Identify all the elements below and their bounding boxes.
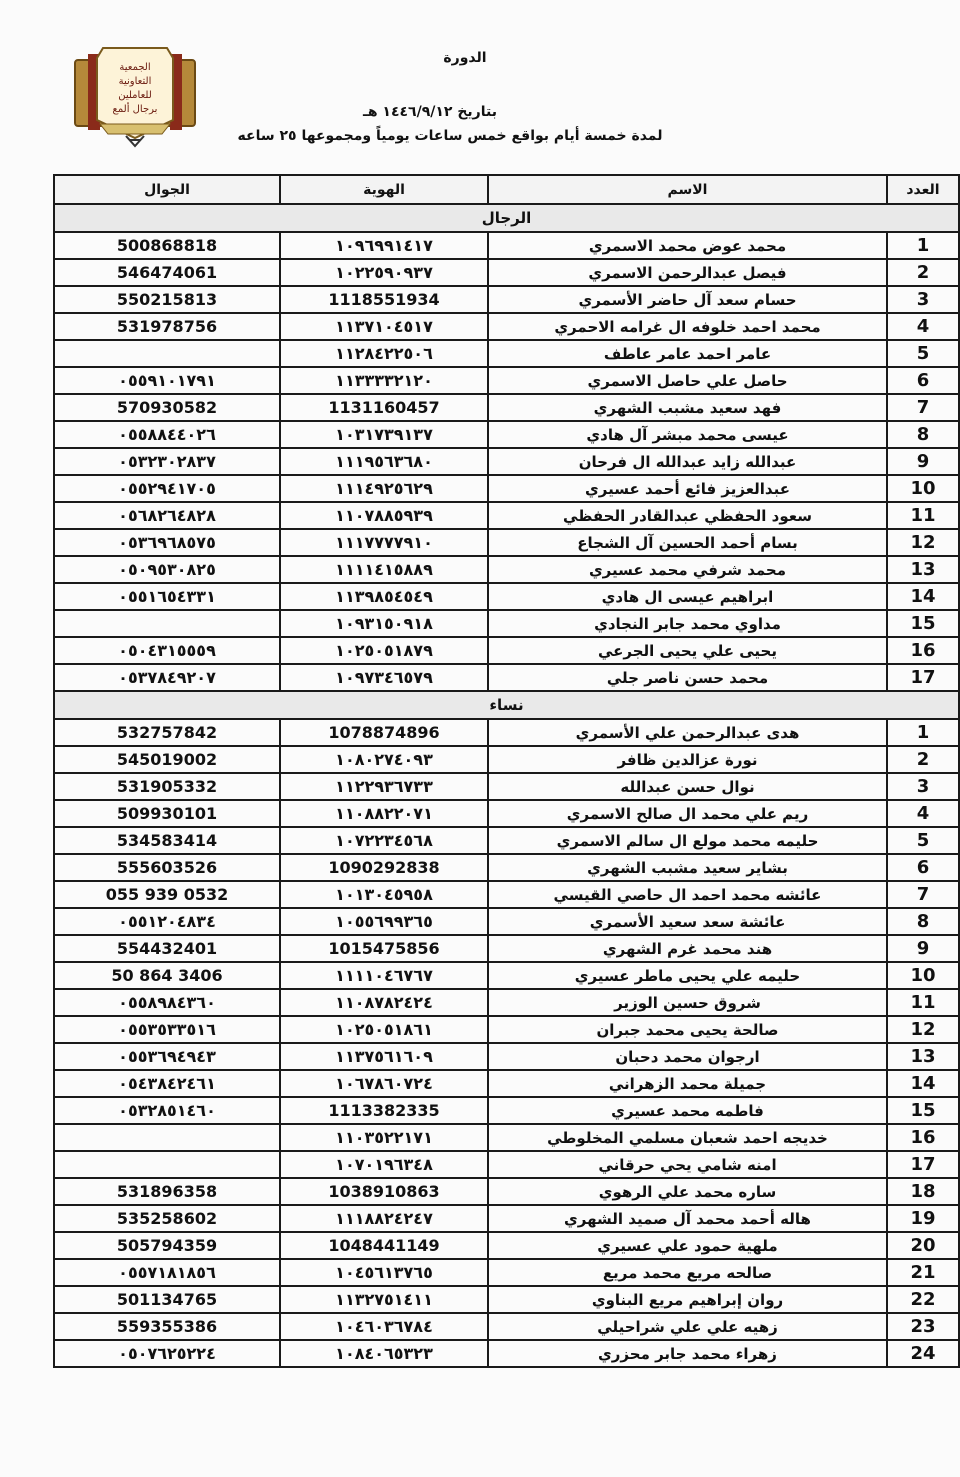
table-row [54,854,959,881]
cell-number: 3 [887,773,959,800]
table-row [54,1205,959,1232]
table-row [54,502,959,529]
cell-name: زهيه علي علي شراحيلي [488,1313,887,1340]
cell-mobile: 546474061 [54,259,280,286]
cell-number: 11 [887,502,959,529]
cell-mobile: 550215813 [54,286,280,313]
logo-line-3: للعاملين [118,90,152,101]
table-row [54,1097,959,1124]
cell-number: 1 [887,719,959,746]
cell-number: 24 [887,1340,959,1367]
table-row [54,962,959,989]
header-num: العدد [887,175,959,204]
cell-number: 19 [887,1205,959,1232]
cell-number: 23 [887,1313,959,1340]
table-row [54,989,959,1016]
cell-id-number: ١٠٨٠٢٧٤٠٩٣ [280,746,488,773]
cell-id-number: 1118551934 [280,286,488,313]
cell-id-number: ١٠٤٥٦١٣٧٦٥ [280,1259,488,1286]
logo-line-2: التعاونية [118,76,152,87]
table-row [54,556,959,583]
logo-line-4: برجال ألمع [112,104,158,115]
table-row [54,746,959,773]
cell-number: 5 [887,827,959,854]
cell-id-number: ١١١٤٩٢٥٦٢٩ [280,475,488,502]
cell-mobile: ٠٥٥٧١٨١٨٥٦ [54,1259,280,1286]
cell-number: 22 [887,1286,959,1313]
cell-name: ملهية حمود علي عسيري [488,1232,887,1259]
table-row [54,1232,959,1259]
cell-id-number: ١١٢٢٩٣٦٧٣٣ [280,773,488,800]
cell-mobile: ٠٥٣٦٩٦٨٥٧٥ [54,529,280,556]
cell-mobile [54,340,280,367]
cell-id-number: ١٠٤٦٠٣٦٧٨٤ [280,1313,488,1340]
cell-number: 10 [887,962,959,989]
cell-name: مداوي محمد جابر النجادي [488,610,887,637]
cell-mobile: 531978756 [54,313,280,340]
cell-name: ساره محمد علي الرهوي [488,1178,887,1205]
course-title: الدورة [443,50,487,66]
table-row [54,935,959,962]
cell-number: 16 [887,637,959,664]
cell-number: 11 [887,989,959,1016]
cell-mobile: 555603526 [54,854,280,881]
cell-name: بسام أحمد الحسين آل الشجاع [488,529,887,556]
cell-name: فاطمه محمد عسيري [488,1097,887,1124]
cell-id-number: ١١٠٣٥٢٢١٧١ [280,1124,488,1151]
cell-number: 21 [887,1259,959,1286]
cell-id-number: ١١١١٠٤٦٧٦٧ [280,962,488,989]
cell-id-number: ١٠٩٦٩٩١٤١٧ [280,232,488,259]
cell-name: امنه شامي يحي حرقاني [488,1151,887,1178]
cell-mobile: ٠٥٣٢٣٠٢٨٣٧ [54,448,280,475]
table-row [54,340,959,367]
cell-number: 6 [887,854,959,881]
association-logo [70,40,200,148]
cell-name: جميلة محمد الزهراني [488,1070,887,1097]
cell-id-number: ١١٢٨٤٢٢٥٠٦ [280,340,488,367]
table-row [54,637,959,664]
cell-name: عبدالعزيز فائع أحمد عسيري [488,475,887,502]
table-row [54,259,959,286]
section-title: نساء [54,691,959,719]
cell-name: ارجوان محمد دحبان [488,1043,887,1070]
cell-name: هاله أحمد محمد آل صميد الشهري [488,1205,887,1232]
cell-mobile: ٠٥٠٤٣١٥٥٥٩ [54,637,280,664]
cell-number: 17 [887,664,959,691]
cell-id-number: ١١٠٧٨٨٥٩٣٩ [280,502,488,529]
cell-mobile: ٠٥٥٨٩٨٤٣٦٠ [54,989,280,1016]
header-name: الاسم [488,175,887,204]
cell-id-number: 1113382335 [280,1097,488,1124]
cell-id-number: ١١١٩٥٦٣٦٨٠ [280,448,488,475]
cell-id-number: 1015475856 [280,935,488,962]
cell-number: 8 [887,421,959,448]
cell-mobile: 535258602 [54,1205,280,1232]
cell-name: محمد حسن ناصر جلي [488,664,887,691]
table-header-row [54,175,959,204]
cell-name: شروق حسين الوزير [488,989,887,1016]
cell-id-number: ١١٣٧١٠٤٥١٧ [280,313,488,340]
cell-name: حليمه محمد مولع ال سالم الاسمري [488,827,887,854]
table-row [54,448,959,475]
cell-mobile: 570930582 [54,394,280,421]
cell-id-number: 1090292838 [280,854,488,881]
section-header-row [54,691,959,719]
cell-number: 15 [887,610,959,637]
table-row [54,719,959,746]
table-row [54,529,959,556]
cell-name: صالحة يحيى محمد جبران [488,1016,887,1043]
cell-id-number: ١١١٧٧٧٧٩١٠ [280,529,488,556]
cell-mobile: 50 864 3406 [54,962,280,989]
section-header-row [54,204,959,232]
cell-number: 9 [887,935,959,962]
header-id: الهوية [280,175,488,204]
cell-number: 3 [887,286,959,313]
cell-name: عبدالله زايد عبدالله ال فرحان [488,448,887,475]
cell-mobile: ٠٥٥٣٥٣٣٥١٦ [54,1016,280,1043]
table-row [54,394,959,421]
cell-name: حسام سعد آل حاضر الأسمري [488,286,887,313]
cell-id-number: ١١٠٨٨٢٢٠٧١ [280,800,488,827]
cell-mobile: ٠٥٠٧٦٢٥٢٢٤ [54,1340,280,1367]
cell-mobile: 531896358 [54,1178,280,1205]
cell-id-number: 1131160457 [280,394,488,421]
cell-id-number: ١٠٧٠١٩٦٣٤٨ [280,1151,488,1178]
cell-mobile: ٠٥٦٨٢٦٤٨٢٨ [54,502,280,529]
cell-mobile: 534583414 [54,827,280,854]
table-row [54,773,959,800]
cell-number: 13 [887,556,959,583]
table-row [54,1124,959,1151]
cell-mobile: 505794359 [54,1232,280,1259]
cell-mobile: ٠٥٥٣٦٩٤٩٤٣ [54,1043,280,1070]
cell-number: 16 [887,1124,959,1151]
cell-mobile [54,610,280,637]
cell-name: يحيى علي يحيى الجرعي [488,637,887,664]
table-row [54,1286,959,1313]
cell-id-number: ١٠٦٧٨٦٠٧٢٤ [280,1070,488,1097]
table-row [54,827,959,854]
cell-id-number: ١٠٩٣١٥٠٩١٨ [280,610,488,637]
cell-number: 5 [887,340,959,367]
cell-id-number: ١٠١٣٠٤٥٩٥٨ [280,881,488,908]
table-row [54,1178,959,1205]
cell-mobile: ٠٥٥٩١٠١٧٩١ [54,367,280,394]
cell-id-number: ١٠٥٥٦٩٩٣٦٥ [280,908,488,935]
participants-table [53,174,960,1368]
cell-number: 7 [887,881,959,908]
cell-id-number: 1038910863 [280,1178,488,1205]
logo-line-1: الجمعية [119,62,151,73]
table-body [54,204,959,1367]
cell-id-number: ١٠٢٥٠٥١٨٧٩ [280,637,488,664]
table-row [54,1016,959,1043]
cell-mobile: 532757842 [54,719,280,746]
cell-id-number: ١٠٨٤٠٦٥٣٢٣ [280,1340,488,1367]
cell-number: 14 [887,1070,959,1097]
table-row [54,421,959,448]
cell-mobile: 055 939 0532 [54,881,280,908]
cell-number: 13 [887,1043,959,1070]
table-row [54,610,959,637]
cell-id-number: ١٠٢٥٠٥١٨٦١ [280,1016,488,1043]
cell-number: 6 [887,367,959,394]
table-row [54,1259,959,1286]
table-row [54,908,959,935]
cell-mobile: 500868818 [54,232,280,259]
cell-name: عائشه محمد احمد ال حاصي القيسي [488,881,887,908]
cell-mobile: ٠٥٣٢٨٥١٤٦٠ [54,1097,280,1124]
date-line: بتاريخ ١٤٤٦/٩/١٢ هـ [363,104,497,120]
cell-name: نورة عزالدين ظافر [488,746,887,773]
cell-id-number: ١١٣٢٧٥١٤١١ [280,1286,488,1313]
cell-name: فهد سعيد مشبب الشهري [488,394,887,421]
cell-number: 20 [887,1232,959,1259]
cell-id-number: 1078874896 [280,719,488,746]
cell-id-number: 1048441149 [280,1232,488,1259]
cell-mobile: ٠٥٥١٢٠٤٨٣٤ [54,908,280,935]
duration-line: لمدة خمسة أيام بواقع خمس ساعات يومياً ومجموعها ٢٥ ساعه [237,128,663,144]
cell-number: 12 [887,1016,959,1043]
cell-mobile: 559355386 [54,1313,280,1340]
cell-number: 2 [887,746,959,773]
cell-number: 4 [887,313,959,340]
cell-name: محمد شرفي محمد عسيري [488,556,887,583]
table-row [54,800,959,827]
cell-number: 1 [887,232,959,259]
cell-id-number: ١١٣٣٣٣٢١٢٠ [280,367,488,394]
cell-name: فيصل عبدالرحمن الاسمري [488,259,887,286]
table-row [54,881,959,908]
cell-number: 18 [887,1178,959,1205]
cell-number: 7 [887,394,959,421]
cell-name: هدى عبدالرحمن علي الأسمري [488,719,887,746]
table-row [54,313,959,340]
cell-id-number: ١١٠٨٧٨٢٤٢٤ [280,989,488,1016]
cell-number: 4 [887,800,959,827]
cell-id-number: ١١١٨٨٢٤٢٤٧ [280,1205,488,1232]
cell-mobile: ٠٥٥٢٩٤١٧٠٥ [54,475,280,502]
cell-mobile: 501134765 [54,1286,280,1313]
cell-name: عائشة سعد سعيد الأسمري [488,908,887,935]
cell-id-number: ١٠٣١٧٣٩١٣٧ [280,421,488,448]
table-row [54,286,959,313]
cell-number: 8 [887,908,959,935]
cell-mobile: 531905332 [54,773,280,800]
table-row [54,367,959,394]
cell-name: خديجه احمد شعبان مسلمي المخلوطي [488,1124,887,1151]
cell-mobile: 509930101 [54,800,280,827]
cell-number: 2 [887,259,959,286]
cell-mobile: 554432401 [54,935,280,962]
cell-name: ريم علي محمد ال صالح الاسمري [488,800,887,827]
table-row [54,583,959,610]
cell-number: 9 [887,448,959,475]
cell-id-number: ١٠٩٧٣٤٦٥٧٩ [280,664,488,691]
cell-mobile [54,1124,280,1151]
cell-name: عامر احمد عامر عاطف [488,340,887,367]
cell-number: 17 [887,1151,959,1178]
cell-id-number: ١٠٢٢٥٩٠٩٣٧ [280,259,488,286]
cell-mobile: ٠٥٥١٦٥٤٣٣١ [54,583,280,610]
table-row [54,1340,959,1367]
cell-id-number: ١١٣٧٥٦١٦٠٩ [280,1043,488,1070]
cell-id-number: ١١١١٤١٥٨٨٩ [280,556,488,583]
cell-name: محمد عوض محمد الاسمري [488,232,887,259]
cell-name: زهراء محمد جابر محزري [488,1340,887,1367]
cell-name: عيسى محمد مبشر آل هادي [488,421,887,448]
cell-mobile: 545019002 [54,746,280,773]
cell-number: 14 [887,583,959,610]
cell-mobile: ٠٥٥٨٨٤٤٠٢٦ [54,421,280,448]
cell-number: 12 [887,529,959,556]
table-row [54,1313,959,1340]
cell-number: 10 [887,475,959,502]
cell-name: هند محمد غرم الشهري [488,935,887,962]
table-row [54,475,959,502]
table-row [54,232,959,259]
table-row [54,1043,959,1070]
cell-mobile: ٠٥٤٣٨٤٢٤٦١ [54,1070,280,1097]
cell-mobile [54,1151,280,1178]
table-row [54,1151,959,1178]
cell-name: روان إبراهيم مريع البناوي [488,1286,887,1313]
cell-name: بشاير سعيد مشبب الشهري [488,854,887,881]
cell-number: 15 [887,1097,959,1124]
cell-name: محمد احمد خلوفه ال غرامه الاحمري [488,313,887,340]
cell-mobile: ٠٥٣٧٨٤٩٢٠٧ [54,664,280,691]
cell-name: نوال حسن عبدالله [488,773,887,800]
table-row [54,1070,959,1097]
section-title: الرجال [54,204,959,232]
cell-name: حليمه علي يحيى ماطر عسيري [488,962,887,989]
cell-id-number: ١٠٧٢٢٣٤٥٦٨ [280,827,488,854]
cell-name: صالحه مريع محمد مريع [488,1259,887,1286]
cell-name: حاصل علي حاصل الاسمري [488,367,887,394]
cell-name: ابراهيم عيسى ال هادي [488,583,887,610]
table-row [54,664,959,691]
cell-mobile: ٠٥٠٩٥٣٠٨٢٥ [54,556,280,583]
header-mobile: الجوال [54,175,280,204]
cell-id-number: ١١٣٩٨٥٤٥٤٩ [280,583,488,610]
cell-name: سعود الحفظي عبدالقادر الحفظي [488,502,887,529]
